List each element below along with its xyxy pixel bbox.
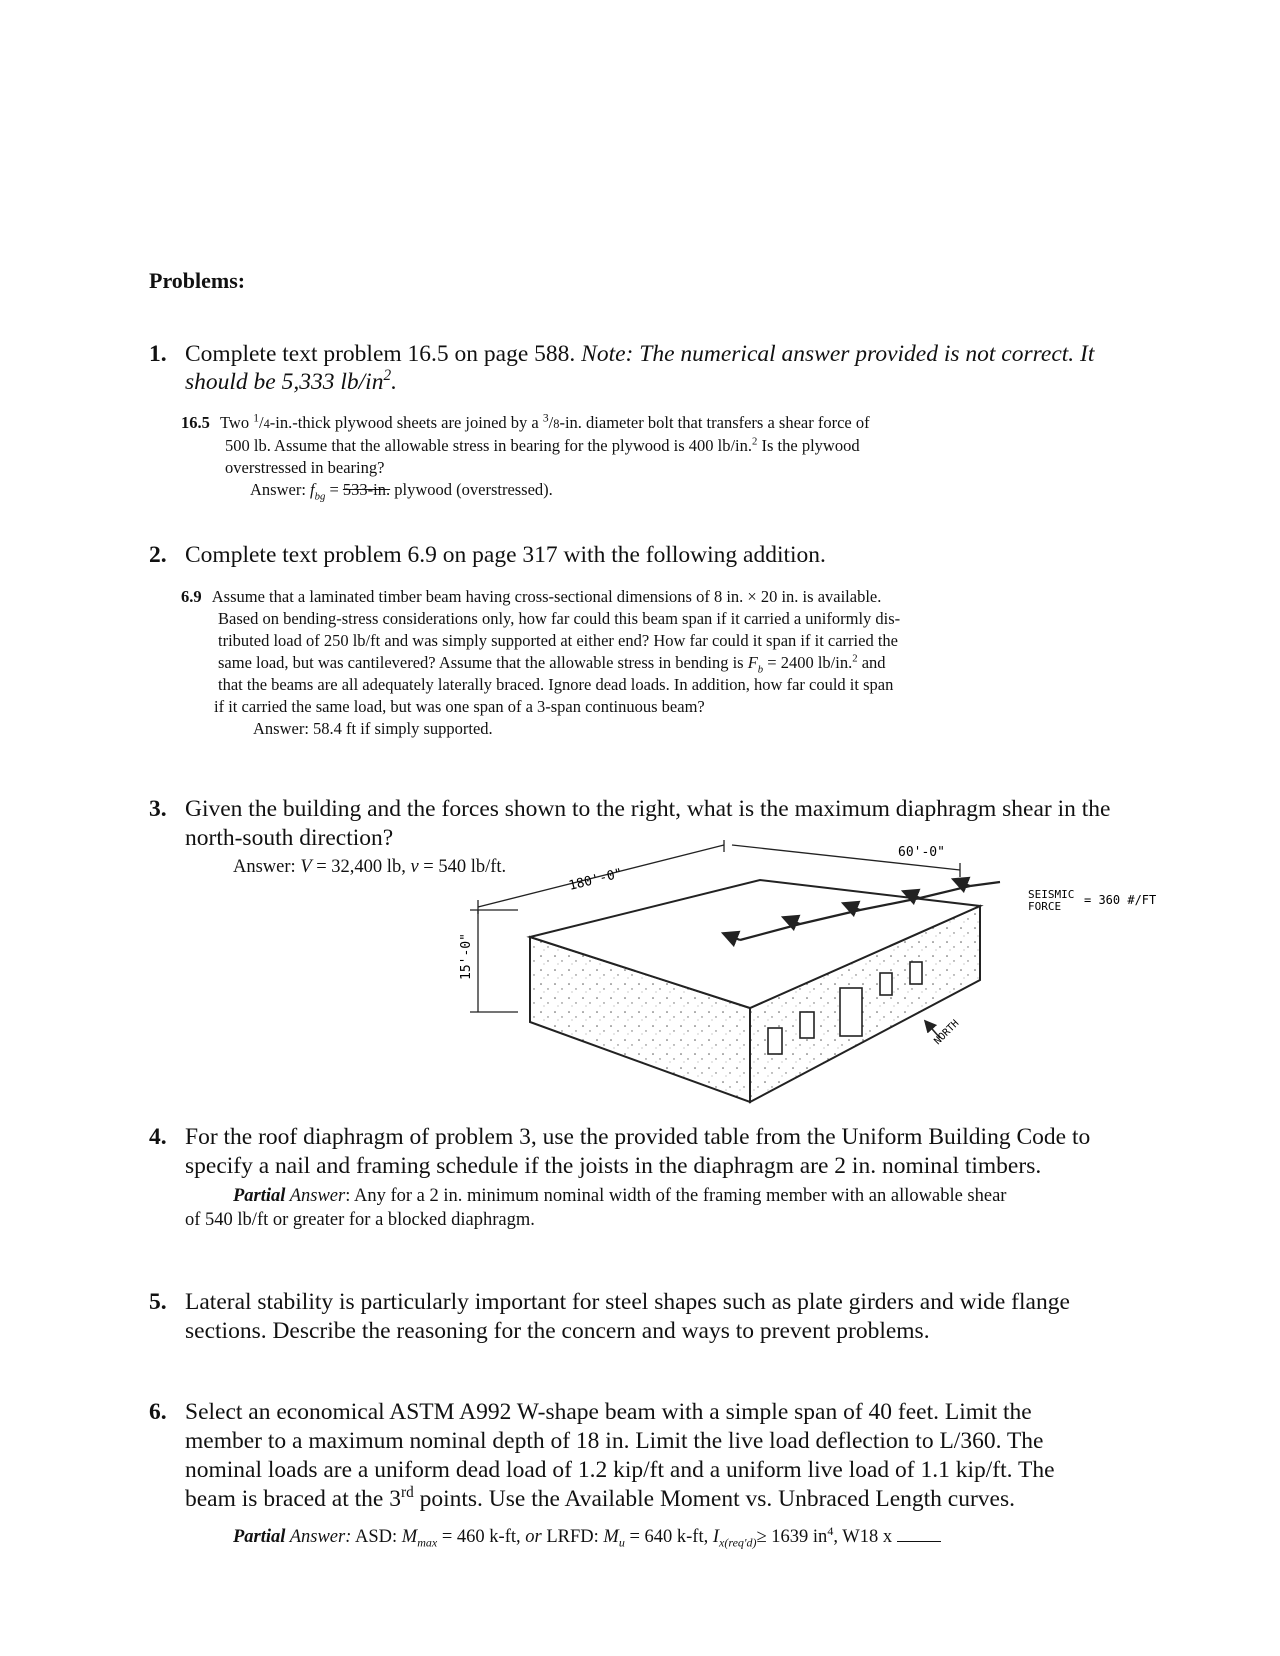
answer-text: = 460 k-ft, bbox=[437, 1527, 526, 1547]
dimension-height-label: 15'-0" bbox=[459, 933, 474, 980]
subscript: b bbox=[757, 663, 764, 676]
answer-label: Answer: bbox=[250, 480, 311, 499]
answer-label-bold: Partial bbox=[233, 1186, 286, 1206]
seismic-label-line-2: FORCE bbox=[1028, 900, 1062, 913]
excerpt-text: Is the plywood bbox=[757, 436, 860, 455]
problem-6-line-3: nominal loads are a uniform dead load of 1.2 kip/ft and a uniform live load of 1.1 kip/ft. The bbox=[185, 1457, 1055, 1483]
problem-number: 5. bbox=[149, 1289, 167, 1315]
problem-4-answer-line-1 bbox=[233, 1184, 1006, 1208]
excerpt-text: that the beams are all adequately laterally braced. Ignore dead loads. bbox=[218, 675, 670, 694]
problem-6-line-1: Select an economical ASTM A992 W-shape beam with a simple span of 40 feet. Limit the bbox=[185, 1399, 1032, 1425]
problem-number: 3. bbox=[149, 796, 167, 822]
colon: : bbox=[345, 1186, 354, 1206]
problem-6-line-2: member to a maximum nominal depth of 18 in. Limit the live load deflection to L/360. The bbox=[185, 1428, 1044, 1454]
answer-blank bbox=[897, 1541, 941, 1542]
excerpt-text: = 2400 lb/in. bbox=[763, 653, 853, 672]
symbol: M bbox=[401, 1527, 418, 1547]
building-figure bbox=[440, 840, 1160, 1115]
excerpt-text: Assume that a laminated timber beam having cross-sectional dimensions of 8 in. × 20 in. is available. bbox=[211, 587, 882, 606]
answer-text: Answer: 58.4 ft if simply supported. bbox=[253, 719, 493, 738]
dimension-length-label: 180'-0" bbox=[567, 866, 625, 894]
symbol: f bbox=[310, 480, 315, 499]
problem-number: 2. bbox=[149, 542, 167, 568]
problem-number: 6. bbox=[149, 1399, 167, 1425]
equals: = bbox=[325, 480, 343, 499]
problem-5-line-1: Lateral stability is particularly important for steel shapes such as plate girders and wide flange bbox=[185, 1289, 1070, 1315]
superscript: 2 bbox=[752, 435, 758, 448]
excerpt-text: and bbox=[857, 653, 886, 672]
symbol: I bbox=[712, 1527, 720, 1547]
problem-6-line-4 bbox=[185, 1485, 1015, 1514]
symbol: V bbox=[300, 857, 312, 877]
problem-6-answer bbox=[233, 1525, 941, 1549]
page-heading: Problems: bbox=[149, 268, 246, 293]
superscript: 2 bbox=[852, 652, 858, 665]
problem-text: beam is braced at the 3 bbox=[185, 1486, 401, 1512]
superscript: 4 bbox=[827, 1523, 834, 1538]
problem-1-line-1 bbox=[185, 340, 1094, 369]
excerpt-text: Based on bending-stress considerations only, how far could this beam span if it carried a uniformly dis- bbox=[218, 609, 901, 628]
problem-1-line-2 bbox=[185, 368, 397, 397]
problem-3-line-2: north-south direction? bbox=[185, 825, 394, 851]
excerpt-text: 500 lb. Assume that the allowable stress in bearing for the plywood is 400 lb/in. bbox=[225, 436, 753, 455]
problem-4-line-2: specify a nail and framing schedule if the joists in the diaphragm are 2 in. nominal timbers. bbox=[185, 1153, 1042, 1179]
answer-text: = 540 lb/ft. bbox=[418, 857, 507, 877]
subscript: x(req'd) bbox=[719, 1535, 757, 1550]
excerpt-text: tributed load of 250 lb/ft and was simply supported at either end? How far could it span if it carried the bbox=[218, 631, 898, 650]
seismic-value: = 360 #/FT bbox=[1084, 893, 1157, 907]
superscript: rd bbox=[400, 1484, 414, 1502]
subscript: max bbox=[417, 1535, 438, 1550]
fraction-denominator: 4 bbox=[263, 417, 270, 431]
problem-4-line-1: For the roof diaphragm of problem 3, use the provided table from the Uniform Building Code to bbox=[185, 1124, 1091, 1150]
symbol: M bbox=[603, 1527, 619, 1547]
answer-text: , W18 x bbox=[833, 1527, 897, 1547]
answer-label: Answer: bbox=[233, 857, 301, 877]
answer-label-bold: Partial bbox=[233, 1527, 286, 1547]
excerpt-number: 16.5 bbox=[181, 413, 210, 432]
answer-text: LRFD: bbox=[541, 1527, 604, 1547]
note-end: . bbox=[391, 369, 397, 395]
symbol: v bbox=[410, 857, 419, 877]
excerpt-number: 6.9 bbox=[181, 587, 202, 606]
problem-5 bbox=[149, 1288, 167, 1317]
door bbox=[840, 988, 862, 1036]
answer-text: Any for a 2 in. minimum nominal width of the framing member with an allowable shear bbox=[353, 1186, 1007, 1206]
subscript: bg bbox=[314, 490, 326, 503]
dimension-height bbox=[470, 910, 518, 1012]
problem-number: 1. bbox=[149, 341, 167, 367]
addition-text: In addition, how far could it span bbox=[669, 675, 894, 694]
answer-text: = 640 k-ft, bbox=[624, 1527, 713, 1547]
problem-text: points. Use the Available Moment vs. Unbraced Length curves. bbox=[413, 1486, 1015, 1512]
problem-number: 4. bbox=[149, 1124, 167, 1150]
excerpt-text: -in.-thick plywood sheets are joined by a bbox=[269, 413, 543, 432]
answer-text: ASD: bbox=[351, 1527, 402, 1547]
problem-3-line-1: Given the building and the forces shown to the right, what is the maximum diaphragm shear in the bbox=[185, 796, 1111, 822]
seismic-label-line-1: SEISMIC bbox=[1028, 888, 1075, 901]
excerpt-text: overstressed in bearing? bbox=[225, 458, 385, 477]
excerpt-text: -in. diameter bolt that transfers a shear force of bbox=[559, 413, 870, 432]
fraction-numerator: 1 bbox=[253, 412, 259, 425]
excerpt-text: Two bbox=[220, 413, 254, 432]
fraction-numerator: 3 bbox=[542, 412, 549, 425]
problem-3 bbox=[149, 795, 167, 824]
struck-value: 533-in. bbox=[342, 480, 391, 499]
problem-6 bbox=[149, 1398, 167, 1427]
answer-text: ≥ 1639 in bbox=[756, 1527, 828, 1547]
problem-note: Note: The numerical answer provided is not correct. It bbox=[581, 341, 1095, 367]
answer-label: Answer: bbox=[285, 1527, 352, 1547]
north-label: NORTH bbox=[932, 1018, 962, 1048]
excerpt-16-5: 16.5 Two $^1$/4-in.-thick plywood sheets are joined by a $^3$/8-in. diameter bolt that transfers a shear force of 500 lb. Assume that the allowable stress in bearing for the plywood is 400 lb/in.$^2$ Is the plywood overstressed in bearing? Answer: $f_{bg} = 533-in$. plywood (overstressed). bbox=[181, 412, 870, 503]
addition-text: if it carried the same load, but was one span of a 3-span continuous beam? bbox=[214, 697, 705, 716]
excerpt-6-9 bbox=[181, 586, 900, 740]
problem-5-line-2: sections. Describe the reasoning for the concern and ways to prevent problems. bbox=[185, 1318, 930, 1344]
problem-4 bbox=[149, 1123, 167, 1152]
excerpt-text: same load, but was cantilevered? Assume that the allowable stress in bending is bbox=[218, 653, 748, 672]
symbol: F bbox=[747, 653, 758, 672]
answer-text: = 32,400 lb, bbox=[311, 857, 411, 877]
superscript: 2 bbox=[383, 367, 392, 385]
problem-1 bbox=[149, 340, 167, 369]
answer-text: plywood (overstressed). bbox=[390, 480, 553, 499]
answer-text: or bbox=[525, 1527, 542, 1547]
note-text: should be 5,333 lb/in bbox=[185, 369, 384, 395]
problem-2-line-1: Complete text problem 6.9 on page 317 with the following addition. bbox=[185, 542, 826, 568]
answer-label: Answer bbox=[285, 1186, 346, 1206]
problem-2 bbox=[149, 541, 167, 570]
problem-text: Complete text problem 16.5 on page 588. bbox=[185, 341, 582, 367]
subscript: u bbox=[618, 1535, 625, 1550]
dimension-width-label: 60'-0" bbox=[898, 845, 945, 860]
problem-4-answer-line-2: of 540 lb/ft or greater for a blocked diaphragm. bbox=[185, 1210, 535, 1230]
fraction-denominator: 8 bbox=[553, 417, 560, 431]
